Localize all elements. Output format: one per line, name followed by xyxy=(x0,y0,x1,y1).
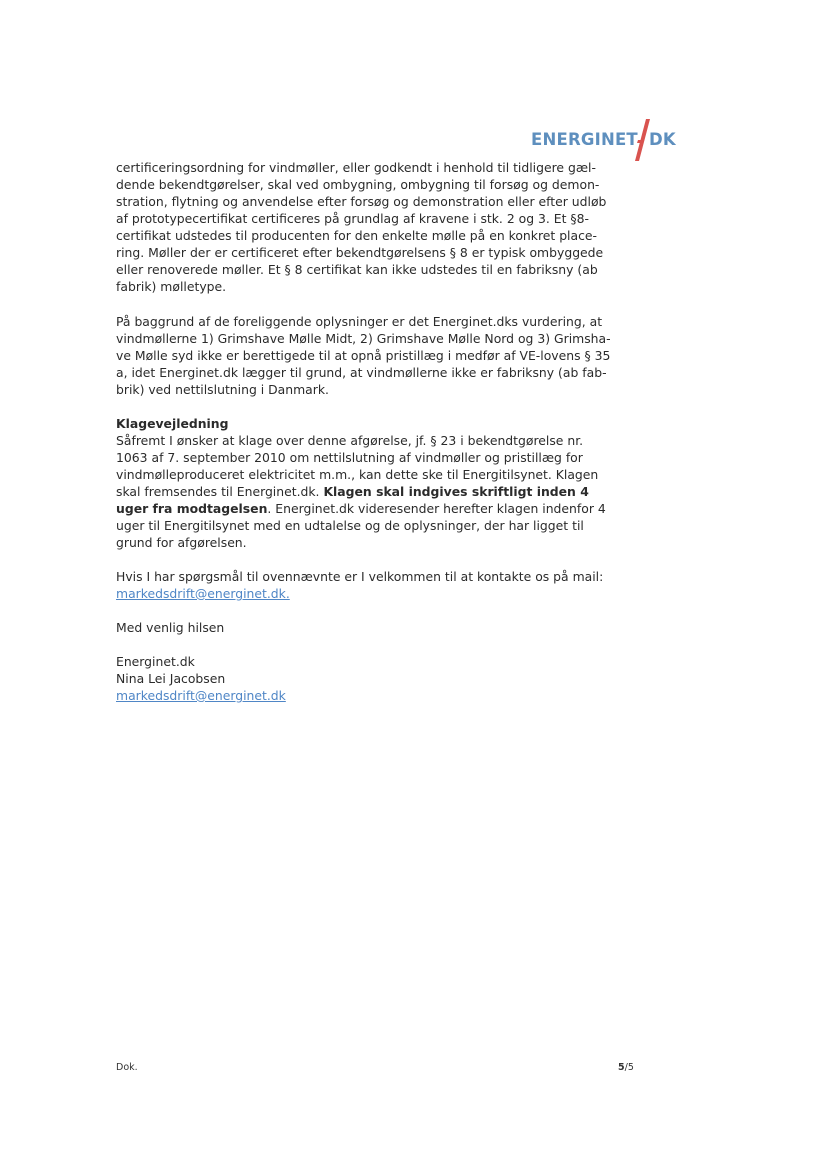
text-line: vindmøllerne 1) Grimshave Mølle Midt, 2) Grimshave Mølle Nord og 3) Grimsha- xyxy=(116,331,611,346)
text-line: stration, flytning og anvendelse efter forsøg og demonstration eller efter udløb xyxy=(116,194,607,209)
text-line xyxy=(116,500,606,517)
paragraph-certification xyxy=(116,159,607,295)
page-separator: / xyxy=(624,1062,628,1073)
text-normal: . Energinet.dk videresender herefter klagen indenfor 4 xyxy=(267,501,606,516)
page-current: 5 xyxy=(618,1062,625,1073)
closing-paragraph xyxy=(116,619,586,636)
text-line: grund for afgørelsen. xyxy=(116,535,247,550)
text-line: På baggrund af de foreliggende oplysninger er det Energinet.dks vurdering, at xyxy=(116,314,603,329)
text-line: Hvis I har spørgsmål til ovennævnte er I velkommen til at kontakte os på mail: xyxy=(116,569,604,584)
signature-company: Energinet.dk xyxy=(116,654,195,669)
complaint-heading: Klagevejledning xyxy=(116,416,229,431)
page-number xyxy=(618,1062,634,1073)
text-line: vindmølleproduceret elektricitet m.m., kan dette ske til Energitilsynet. Klagen xyxy=(116,467,599,482)
text-line: certifikat udstedes til producenten for den enkelte mølle på en konkret place- xyxy=(116,228,598,243)
text-normal: skal fremsendes til Energinet.dk. xyxy=(116,484,324,499)
text-line: 1063 af 7. september 2010 om nettilslutning af vindmøller og pristillæg for xyxy=(116,450,583,465)
paragraph-assessment xyxy=(116,313,611,398)
signature-name: Nina Lei Jacobsen xyxy=(116,671,226,686)
text-line: brik) ved nettilslutning i Danmark. xyxy=(116,382,329,397)
footer-doc-label: Dok. xyxy=(116,1062,138,1073)
text-line: certificeringsordning for vindmøller, eller godkendt i henhold til tidligere gæl- xyxy=(116,160,596,175)
logo-text-dk: DK xyxy=(649,130,676,149)
contact-email-link[interactable]: markedsdrift@energinet.dk. xyxy=(116,586,290,601)
signature-block xyxy=(116,653,586,704)
text-line: af prototypecertifikat certificeres på grundlag af kravene i stk. 2 og 3. Et §8- xyxy=(116,211,589,226)
contact-paragraph xyxy=(116,568,604,602)
text-line: dende bekendtgørelser, skal ved ombygning, ombygning til forsøg og demon- xyxy=(116,177,600,192)
closing-text: Med venlig hilsen xyxy=(116,620,225,635)
text-line: fabrik) mølletype. xyxy=(116,279,227,294)
text-line: a, idet Energinet.dk lægger til grund, at vindmøllerne ikke er fabriksny (ab fab- xyxy=(116,365,607,380)
complaint-section xyxy=(116,415,606,551)
text-line xyxy=(116,687,586,704)
page-total: 5 xyxy=(627,1062,634,1073)
text-bold: uger fra modtagelsen xyxy=(116,501,268,516)
energinet-logo xyxy=(531,118,681,162)
logo-text-energinet: ENERGINET xyxy=(531,130,638,149)
text-line: ve Mølle syd ikke er berettigede til at opnå pristillæg i medfør af VE-lovens § 35 xyxy=(116,348,611,363)
text-bold: Klagen skal indgives skriftligt inden 4 xyxy=(323,484,589,499)
text-line: Såfremt I ønsker at klage over denne afgørelse, jf. § 23 i bekendtgørelse nr. xyxy=(116,433,584,448)
text-line: ring. Møller der er certificeret efter bekendtgørelsens § 8 er typisk ombyggede xyxy=(116,245,604,260)
text-line xyxy=(116,585,586,602)
signature-email-link[interactable]: markedsdrift@energinet.dk xyxy=(116,688,286,703)
text-line: eller renoverede møller. Et § 8 certifikat kan ikke udstedes til en fabriksny (ab xyxy=(116,262,598,277)
text-line: uger til Energitilsynet med en udtalelse og de oplysninger, der har ligget til xyxy=(116,518,584,533)
text-line xyxy=(116,483,589,500)
